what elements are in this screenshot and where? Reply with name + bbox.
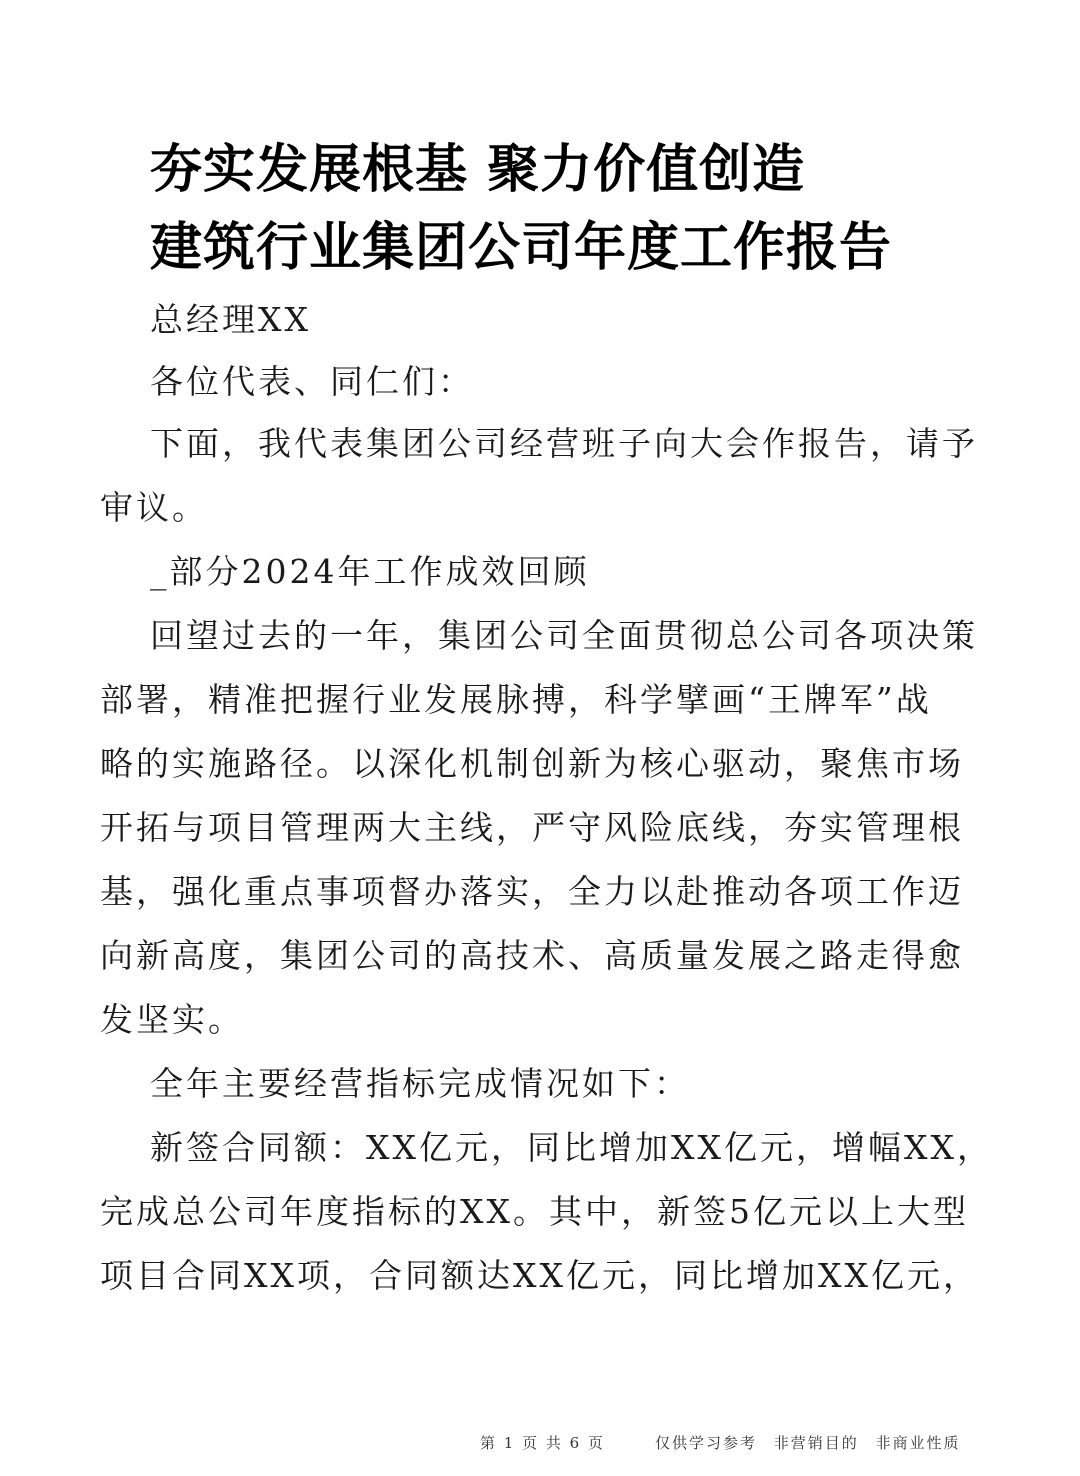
author-line: 总经理XX [150,300,311,339]
paragraph-line: 向新高度，集团公司的高技术、高质量发展之路走得愈 [100,936,964,975]
paragraph-line: 下面，我代表集团公司经营班子向大会作报告，请予 [150,424,978,463]
paragraph-line: 开拓与项目管理两大主线，严守风险底线，夯实管理根 [100,808,964,847]
paragraph-line: 部署，精准把握行业发展脉搏，科学擘画“王牌军”战 [100,680,932,719]
paragraph-line: 发坚实。 [100,1000,244,1039]
paragraph-line: 审议。 [100,488,208,527]
paragraph-line: 全年主要经营指标完成情况如下： [150,1064,690,1103]
paragraph-line: 完成总公司年度指标的XX。其中，新签5亿元以上大型 [100,1192,969,1231]
page-indicator: 第 1 页 共 6 页 [480,1434,605,1452]
paragraph-line: 项目合同XX项，合同额达XX亿元，同比增加XX亿元， [100,1256,979,1295]
section-heading: _部分2024年工作成效回顾 [150,552,590,591]
salutation: 各位代表、同仁们： [150,362,474,401]
paragraph-line: 基，强化重点事项督办落实，全力以赴推动各项工作迈 [100,872,964,911]
paragraph-line: 回望过去的一年，集团公司全面贯彻总公司各项决策 [150,616,978,655]
paragraph-line: 略的实施路径。以深化机制创新为核心驱动，聚焦市场 [100,744,964,783]
document-title-line2: 建筑行业集团公司年度工作报告 [150,217,893,278]
usage-notice: 仅供学习参考 非营销目的 非商业性质 [655,1434,961,1452]
document-title-line1: 夯实发展根基 聚力价值创造 [150,139,806,200]
paragraph-line: 新签合同额：XX亿元，同比增加XX亿元，增幅XX， [150,1128,993,1167]
